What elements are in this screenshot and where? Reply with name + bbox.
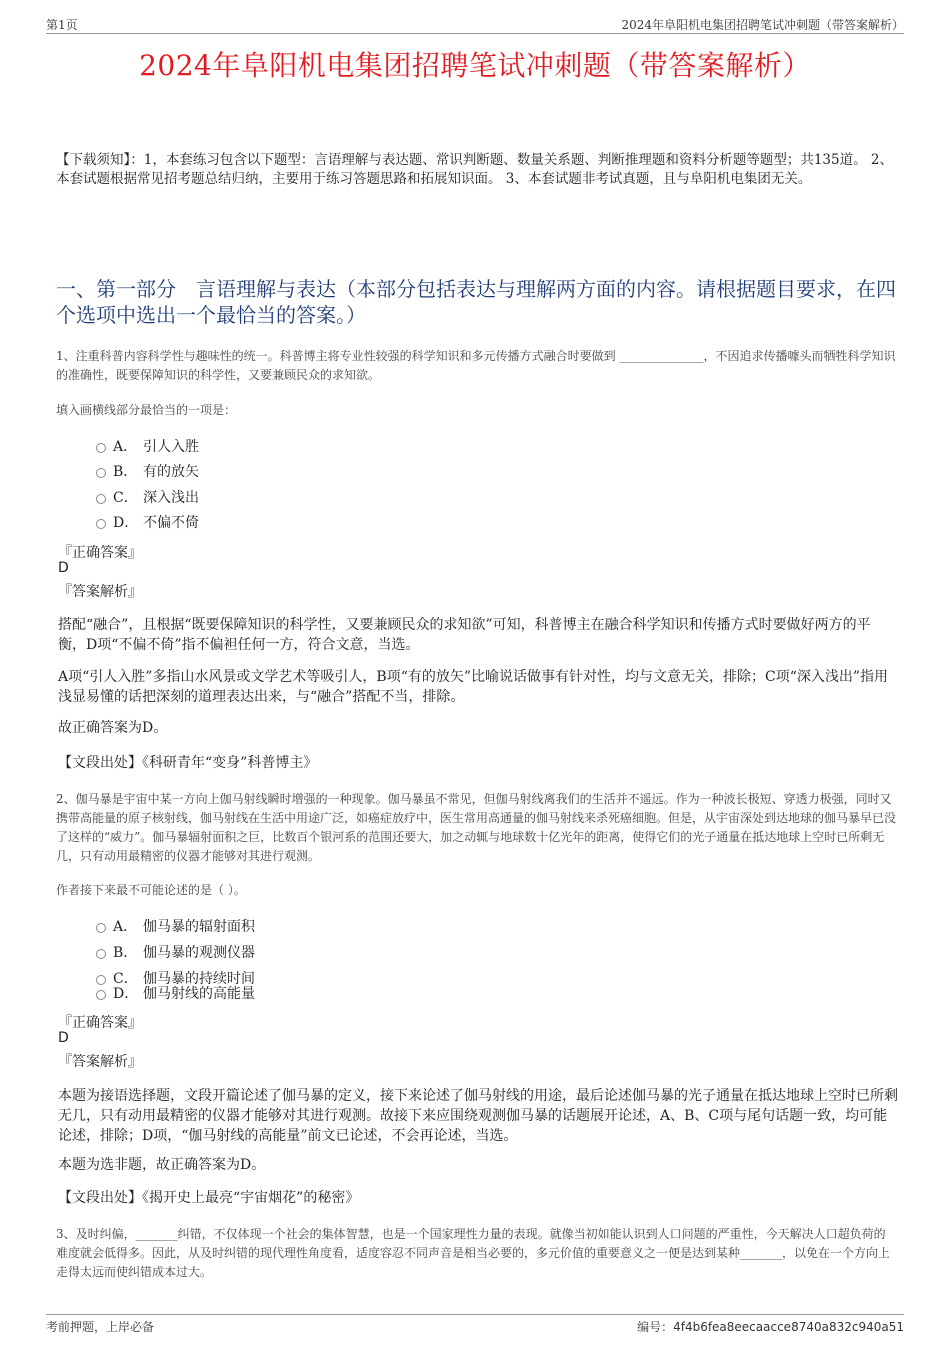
question-2-option-c[interactable]: C． 伽马暴的持续时间: [96, 968, 255, 988]
question-1-option-a[interactable]: A． 引人入胜: [96, 436, 199, 456]
document-title: 2024年阜阳机电集团招聘笔试冲刺题（带答案解析）: [139, 49, 811, 82]
question-1-prompt: 填入画横线部分最恰当的一项是：: [56, 403, 237, 417]
question-2-source: 【文段出处】《揭开史上最亮“宇宙烟花”的秘密》: [58, 1190, 360, 1206]
question-1-analysis-p2: A项“引人入胜”多指山水风景或文学艺术等吸引人，B项“有的放矢”比喻说话做事有针对性，均与文意无关，排除；C项“深入浅出”指用浅显易懂的话把深刻的道理表达出来，与“融合”搭配不当，排除。: [58, 669, 889, 705]
radio-icon[interactable]: [96, 990, 106, 1000]
question-2-analysis-p2: 本题为选非题，故正确答案为D。: [58, 1157, 266, 1173]
question-2-option-a[interactable]: A． 伽马暴的辐射面积: [96, 916, 255, 936]
page-number: 第1页: [46, 18, 78, 32]
question-1-analysis-label: 『答案解析』: [58, 584, 142, 600]
question-2-answer-label: 『正确答案』: [58, 1015, 142, 1031]
page-header: [46, 14, 904, 34]
radio-icon[interactable]: [96, 443, 106, 453]
question-1-option-b[interactable]: B． 有的放矢: [96, 461, 199, 481]
radio-icon[interactable]: [96, 468, 106, 478]
radio-icon[interactable]: [96, 494, 106, 504]
page-footer: [46, 1314, 904, 1334]
question-2-text: 2、伽马暴是宇宙中某一方向上伽马射线瞬时增强的一种现象。伽马暴虽不常见，但伽马射线离我们的生活并不遥远。作为一种波长极短、穿透力极强，同时又携带高能量的原子核射线，伽马射线在生活中用途广泛，如癌症放疗中，医生常用高通量的伽马射线来杀死癌细胞。但是，从宇宙深处到达地球的伽马暴早已没了这样的“威力”。伽马暴辐射面积之巨，比数百个银河系的范围还要大，加之动辄与地球数十亿光年的距离，使得它们的光子通量在抵达地球上空时已所剩无几，只有动用最精密的仪器才能够对其进行观测。: [56, 792, 897, 863]
question-1-analysis-p1: 搭配“融合”，且根据“既要保障知识的科学性，又要兼顾民众的求知欲”可知，科普博主在融合科学知识和传播方式时要做好两方的平衡，D项“不偏不倚”指不偏袒任何一方，符合文意，当选。: [58, 617, 871, 653]
section-heading: 一、第一部分 言语理解与表达（本部分包括表达与理解两方面的内容。请根据题目要求，在四个选项中选出一个最恰当的答案。）: [56, 277, 896, 327]
question-2-analysis-label: 『答案解析』: [58, 1054, 142, 1070]
question-1-option-d[interactable]: D． 不偏不倚: [96, 512, 199, 532]
question-2-analysis-p1: 本题为接语选择题，文段开篇论述了伽马暴的定义，接下来论述了伽马射线的用途，最后论述伽马暴的光子通量在抵达地球上空时已所剩无几，只有动用最精密的仪器才能够对其进行观测。故接下来应围绕观测伽马暴的话题展开论述，A、B、C项与尾句话题一致，均可能论述，排除；D项，“伽马射线的高能量”前文已论述，不会再论述，当选。: [58, 1088, 898, 1144]
radio-icon[interactable]: [96, 949, 106, 959]
question-2-option-b[interactable]: B． 伽马暴的观测仪器: [96, 942, 255, 962]
download-notice: 【下载须知】：1，本套练习包含以下题型：言语理解与表达题、常识判断题、数量关系题、判断推理题和资料分析题等题型；共135道。 2、本套试题根据常见招考题总结归纳，主要用于练习答题思路和拓展知识面。 3、本套试题非考试真题，且与阜阳机电集团无关。: [56, 152, 893, 187]
question-2-prompt: 作者接下来最不可能论述的是（ ）。: [56, 883, 246, 897]
footer-slogan: 考前押题，上岸必备: [46, 1320, 155, 1334]
question-1-option-c[interactable]: C． 深入浅出: [96, 487, 199, 507]
question-1-text: 1、注重科普内容科学性与趣味性的统一。科普博主将专业性较强的科学知识和多元传播方式融合时要做到 ______________，不因追求传播噱头而牺牲科学知识的准确性，既要保障知识的科学性，又要兼顾民众的求知欲。: [56, 349, 896, 382]
question-3-text: 3、及时纠偏，_______纠错，不仅体现一个社会的集体智慧，也是一个国家理性力量的表现。就像当初如能认识到人口问题的严重性，今天解决人口超负荷的难度就会低得多。因此，从及时纠错的现代理性角度看，适度容忍不同声音是相当必要的，多元价值的重要意义之一便是达到某种_______，以免在一个方向上走得太远而使纠错成本过大。: [56, 1227, 891, 1279]
question-1-answer-label: 『正确答案』: [58, 545, 142, 561]
footer-code: 编号：4f4b6fea8eecaacce8740a832c940a51: [637, 1320, 904, 1334]
question-1-answer: D: [58, 560, 69, 576]
radio-icon[interactable]: [96, 923, 106, 933]
question-1-source: 【文段出处】《科研青年“变身”科普博主》: [58, 755, 318, 771]
header-doc-title: 2024年阜阳机电集团招聘笔试冲刺题（带答案解析）: [621, 18, 904, 32]
radio-icon[interactable]: [96, 519, 106, 529]
question-1-analysis-p3: 故正确答案为D。: [58, 720, 168, 736]
question-2-answer: D: [58, 1030, 69, 1046]
question-2-option-d[interactable]: D． 伽马射线的高能量: [96, 983, 255, 1003]
